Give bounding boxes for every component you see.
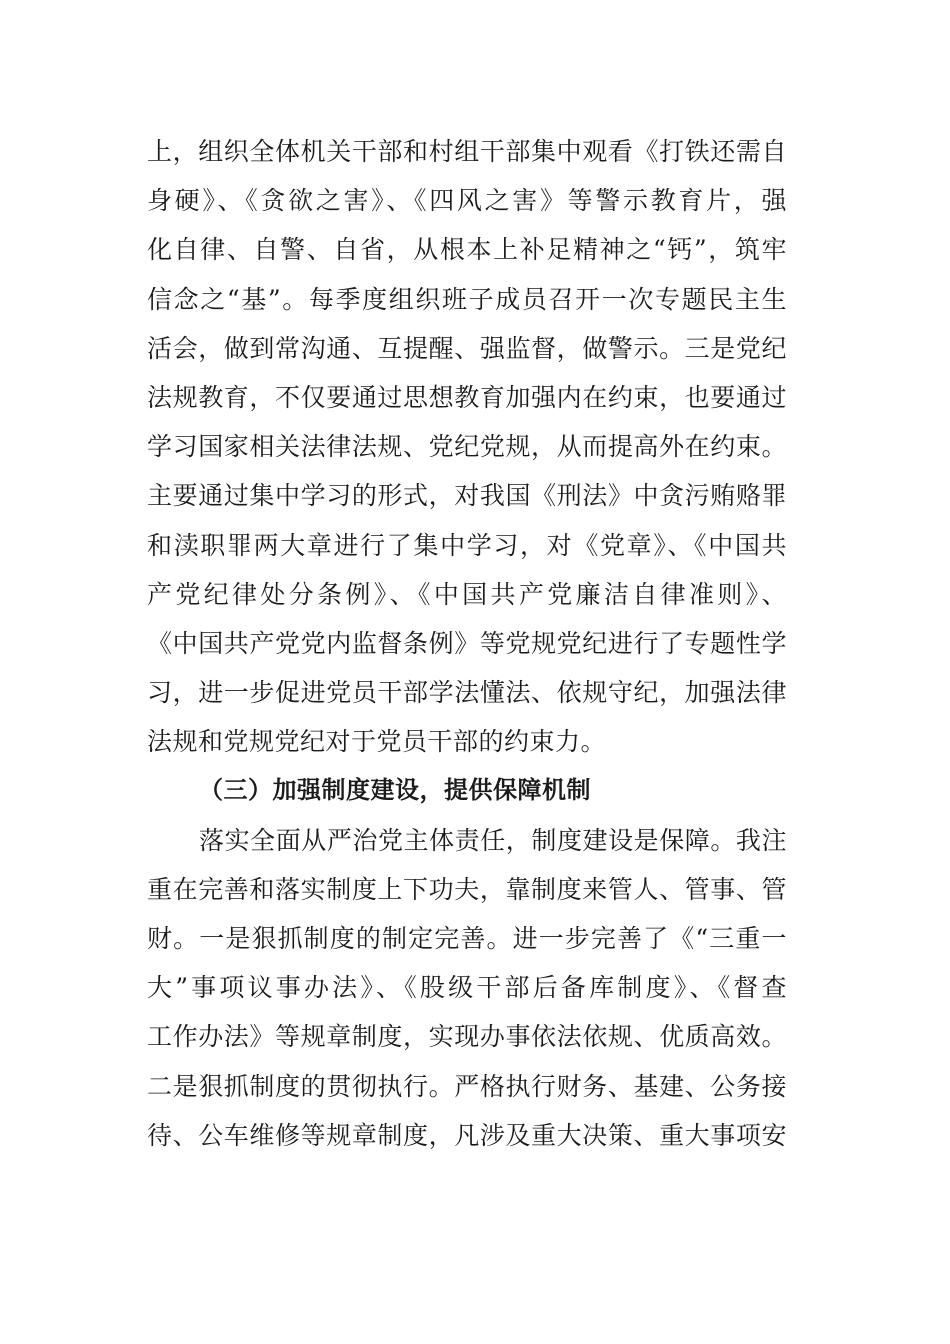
text-line: 落实全面从严治党主体责任，制度建设是保障。我注 [199, 825, 787, 855]
text-line: 《中国共产党党内监督条例》等党规党纪进行了专题性学 [147, 628, 787, 658]
text-line: 上，组织全体机关干部和村组干部集中观看《打铁还需自 [147, 137, 787, 166]
text-line: 二是狠抓制度的贯彻执行。严格执行财务、基建、公务接 [147, 1071, 787, 1101]
text-line: 法规教育，不仅要通过思想教育加强内在约束，也要通过 [147, 382, 787, 412]
text-line: 活会，做到常沟通、互提醒、强监督，做警示。三是党纪 [147, 333, 787, 363]
text-line: 习，进一步促进党员干部学法懂法、依规守纪，加强法律 [147, 678, 787, 708]
text-line: 待、公车维修等规章制度，凡涉及重大决策、重大事项安 [147, 1120, 787, 1150]
text-line: 身硬》、《贪欲之害》、《四风之害》等警示教育片，强 [147, 186, 787, 216]
text-line: 大”事项议事办法》、《股级干部后备库制度》、《督查 [147, 973, 787, 1003]
document-page [147, 127, 787, 1160]
text-line: 重在完善和落实制度上下功夫，靠制度来管人、管事、管 [147, 874, 787, 904]
text-line: 和渎职罪两大章进行了集中学习，对《党章》、《中国共 [147, 530, 787, 560]
paragraph-party-discipline [147, 127, 787, 766]
text-line: 工作办法》等规章制度，实现办事依法依规、优质高效。 [147, 1022, 787, 1052]
text-line: 法规和党规党纪对于党员干部的约束力。 [147, 727, 607, 757]
paragraph-institution-building [147, 816, 787, 1160]
text-line: 信念之“基”。每季度组织班子成员召开一次专题民主生 [147, 284, 787, 314]
text-line: 学习国家相关法律法规、党纪党规，从而提高外在约束。 [147, 432, 787, 462]
section-heading: （三）加强制度建设，提供保障机制 [199, 776, 591, 805]
text-line: 产党纪律处分条例》、《中国共产党廉洁自律准则》、 [147, 579, 787, 609]
text-line: 财。一是狠抓制度的制定完善。进一步完善了《“三重一 [147, 924, 787, 953]
text-line: 主要通过集中学习的形式，对我国《刑法》中贪污贿赂罪 [147, 481, 787, 511]
text-line: 化自律、自警、自省，从根本上补足精神之“钙”，筑牢 [147, 235, 787, 265]
